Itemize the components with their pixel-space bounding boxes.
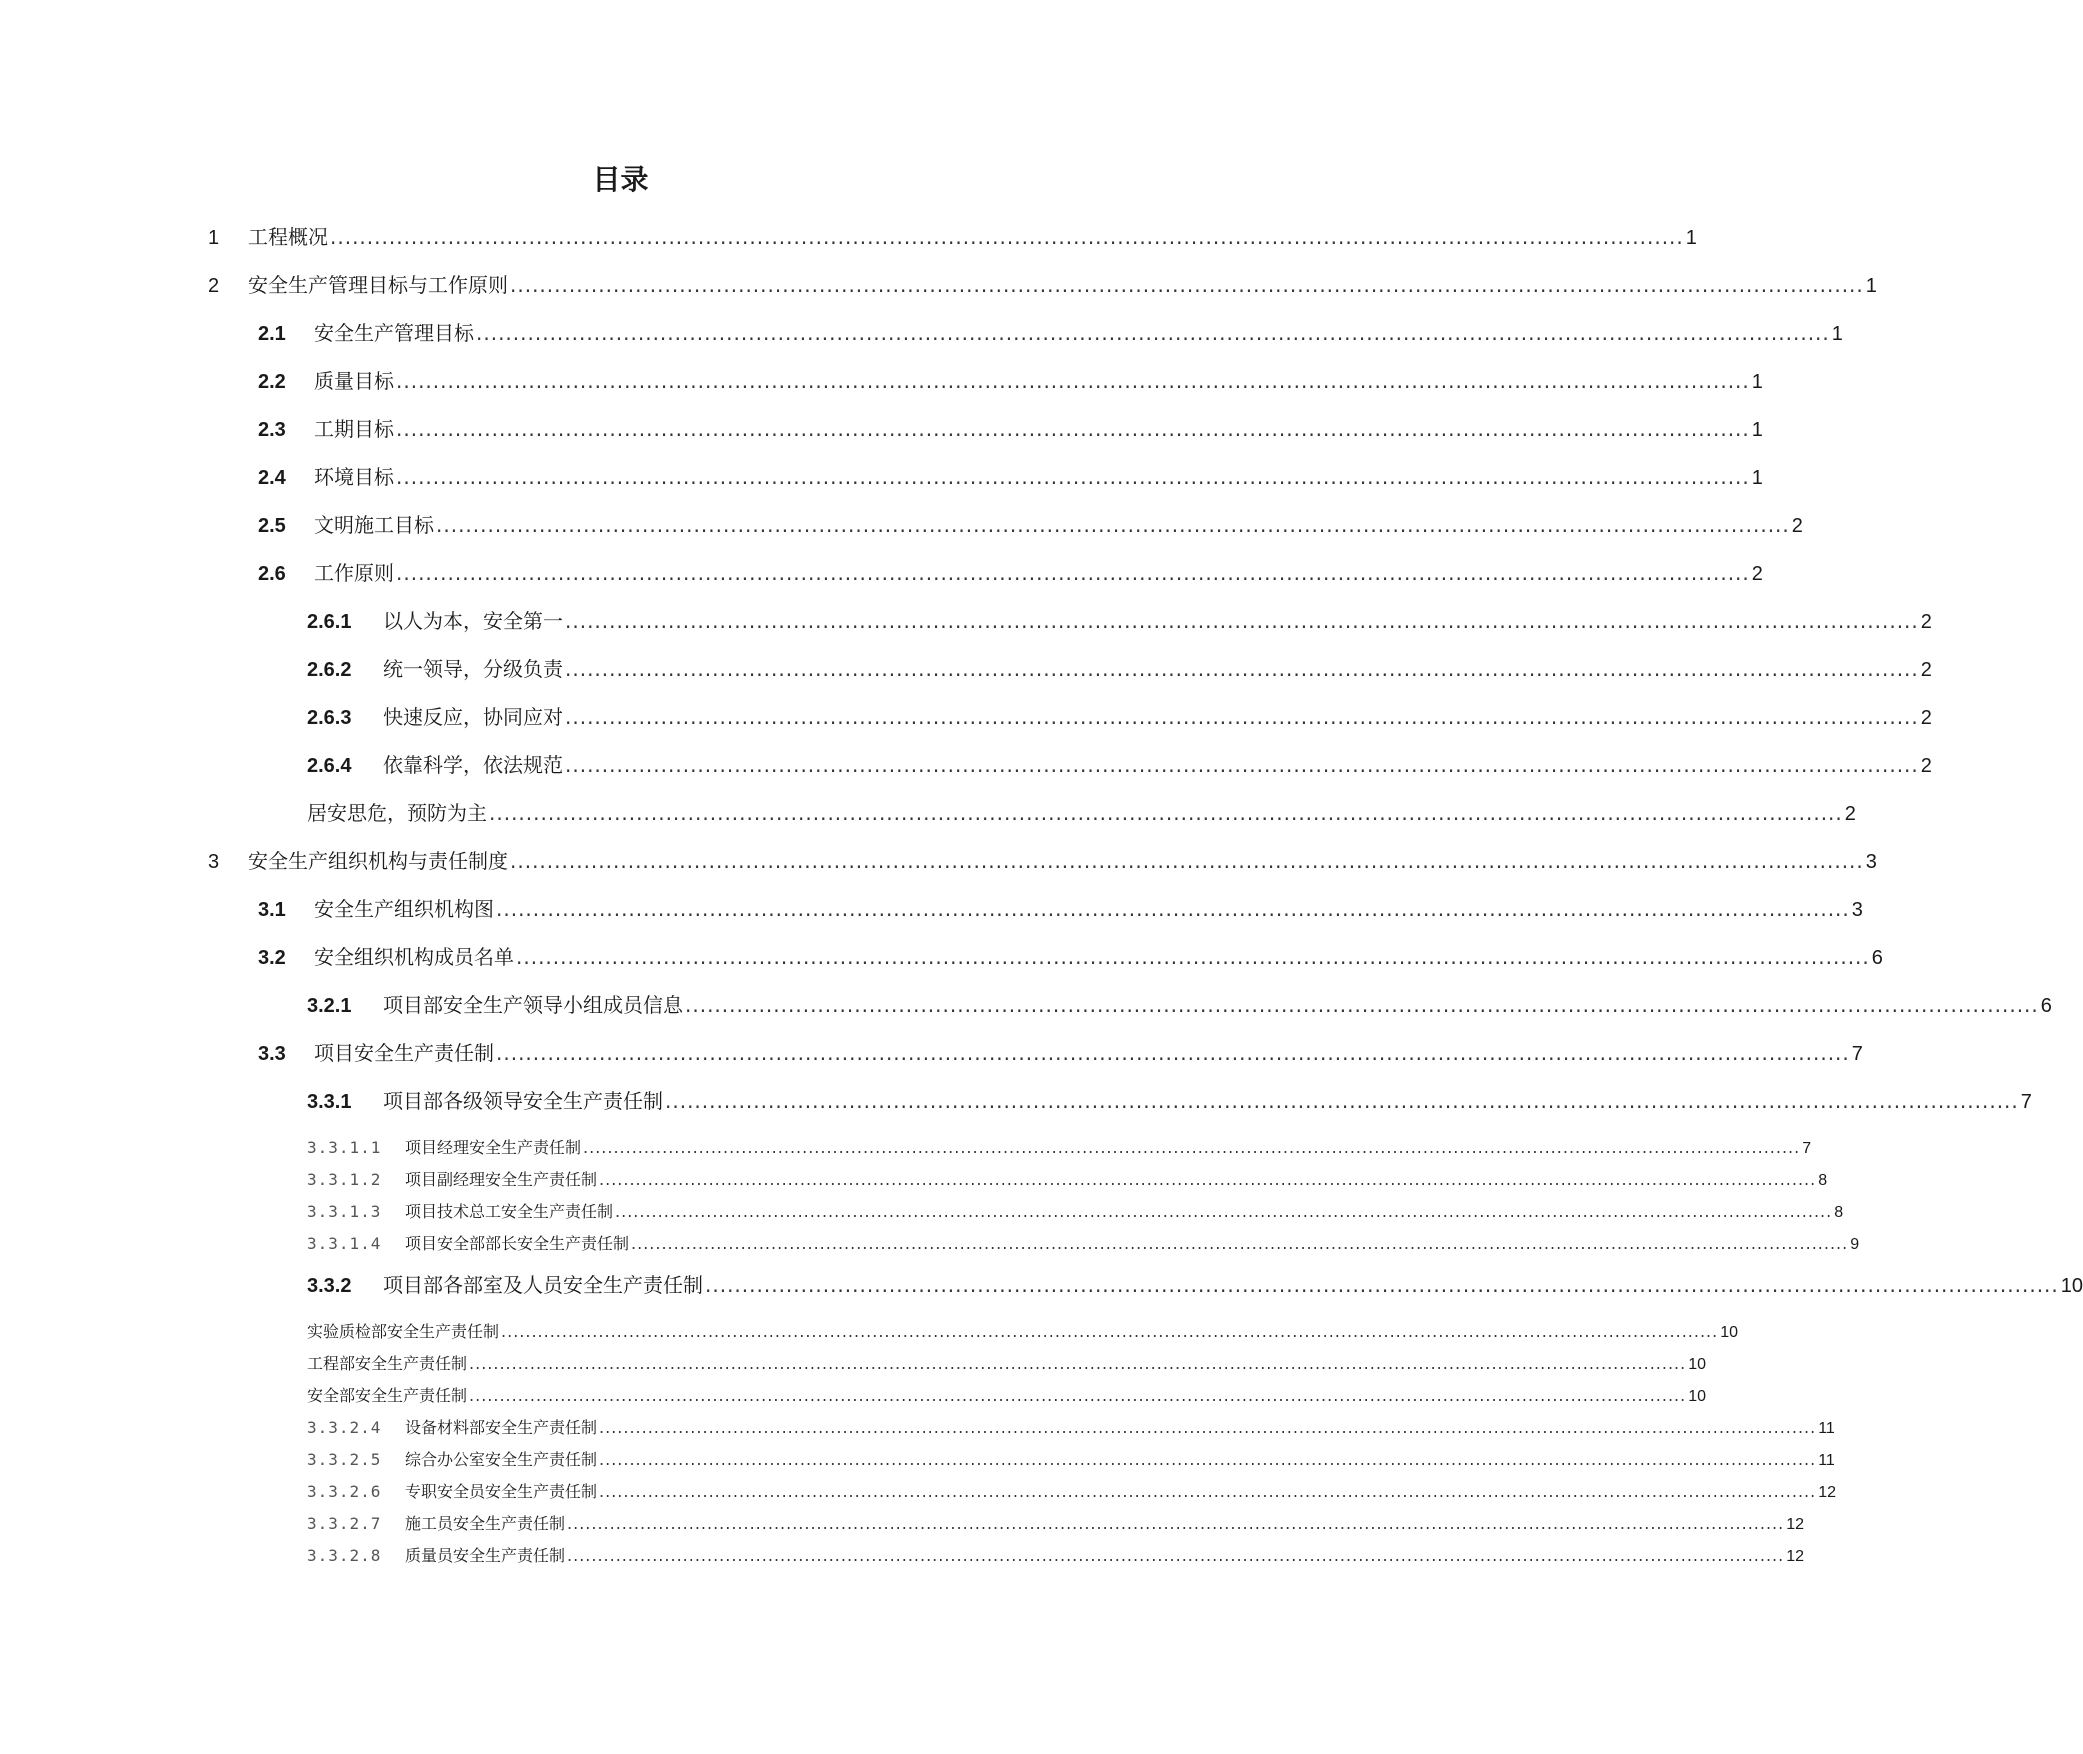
toc-entry-text: 安全生产管理目标 (314, 321, 474, 345)
toc-leader: ........................................................................................................................................................................................................ (567, 1514, 1785, 1533)
toc-entry[interactable] (307, 1480, 1836, 1504)
toc-entry-text: 安全组织机构成员名单 (314, 945, 514, 969)
toc-title: 目录 (592, 163, 649, 196)
toc-entry[interactable] (208, 270, 1877, 300)
toc-leader: ........................................................................................................................................................................................ (565, 657, 1919, 681)
toc-entry-page: 1 (1751, 371, 1763, 393)
toc-entry-text: 快速反应，协同应对 (383, 705, 563, 729)
toc-entry[interactable] (307, 1416, 1835, 1440)
toc-leader: ........................................................................................................................................................................................ (516, 945, 1870, 969)
toc-entry[interactable] (208, 222, 1697, 252)
toc-entry-page: 11 (1818, 1452, 1835, 1469)
toc-entry[interactable] (307, 1136, 1812, 1160)
toc-leader: ........................................................................................................................................................................................ (510, 273, 1864, 297)
toc-leader: ........................................................................................................................................................................................ (436, 513, 1790, 537)
toc-entry-number: 2.1 (258, 323, 286, 345)
toc-leader: ........................................................................................................................................................................................................ (615, 1202, 1833, 1221)
toc-entry[interactable] (307, 750, 1932, 780)
toc-leader: ........................................................................................................................................................................................ (496, 1041, 1850, 1065)
toc-entry-text: 居安思危，预防为主 (307, 801, 487, 825)
toc-entry-number: 3.3.1.2 (307, 1170, 382, 1189)
toc-entry[interactable] (307, 1320, 1738, 1344)
toc-entry-text: 工程概况 (248, 225, 328, 249)
toc-entry-text: 项目经理安全生产责任制 (405, 1138, 582, 1157)
toc-entry[interactable] (307, 1168, 1828, 1192)
toc-entry[interactable] (307, 1086, 2032, 1116)
toc-leader: ........................................................................................................................................................................................ (396, 465, 1750, 489)
toc-entry[interactable] (307, 990, 2052, 1020)
toc-entry-text: 项目安全生产责任制 (314, 1041, 494, 1065)
toc-entry-text: 环境目标 (314, 465, 394, 489)
toc-entry[interactable] (307, 1544, 1804, 1568)
toc-entry[interactable] (307, 702, 1932, 732)
toc-leader: ........................................................................................................................................................................................................ (599, 1482, 1817, 1501)
toc-entry-page: 1 (1831, 323, 1843, 345)
toc-entry-page: 11 (1818, 1420, 1835, 1437)
toc-entry-page: 10 (1688, 1356, 1706, 1373)
toc-entry[interactable] (258, 462, 1763, 492)
toc-leader: ........................................................................................................................................................................................................ (599, 1170, 1817, 1189)
toc-entry-page: 10 (1720, 1324, 1738, 1341)
toc-entry[interactable] (258, 510, 1803, 540)
toc-entry-page: 10 (1688, 1388, 1706, 1405)
toc-entry-page: 3 (1851, 899, 1863, 921)
toc-entry-text: 安全生产管理目标与工作原则 (248, 273, 508, 297)
toc-entry-number: 3.3.1.4 (307, 1234, 382, 1253)
toc-leader: ........................................................................................................................................................................................................ (631, 1234, 1849, 1253)
toc-entry-page: 2 (1844, 803, 1856, 825)
toc-entry-number: 2.6.1 (307, 611, 352, 633)
toc-entry-number: 2.2 (258, 371, 286, 393)
toc-entry-page: 7 (2020, 1091, 2032, 1113)
toc-entry[interactable] (258, 558, 1763, 588)
toc-leader: ........................................................................................................................................................................................ (665, 1089, 2019, 1113)
toc-entry-text: 工程部安全生产责任制 (307, 1354, 468, 1373)
toc-entry-text: 工作原则 (314, 561, 394, 585)
toc-entry-page: 9 (1850, 1236, 1860, 1253)
toc-leader: ........................................................................................................................................................................................................ (469, 1354, 1687, 1373)
toc-leader: ........................................................................................................................................................................................................ (599, 1418, 1817, 1437)
toc-leader: ........................................................................................................................................................................................ (565, 753, 1919, 777)
toc-entry-number: 3.3 (258, 1043, 286, 1065)
toc-entry[interactable] (307, 654, 1932, 684)
toc-entry[interactable] (307, 1352, 1706, 1376)
toc-entry-page: 6 (1871, 947, 1883, 969)
toc-entry[interactable] (258, 414, 1763, 444)
toc-entry-text: 统一领导，分级负责 (383, 657, 563, 681)
toc-entry-number: 1 (208, 227, 220, 249)
toc-entry-page: 1 (1751, 467, 1763, 489)
toc-leader: ........................................................................................................................................................................................................ (583, 1138, 1801, 1157)
toc-entry-number: 3.3.2 (307, 1275, 352, 1297)
toc-entry-page: 2 (1791, 515, 1803, 537)
toc-leader: ........................................................................................................................................................................................ (396, 417, 1750, 441)
toc-entry-page: 8 (1834, 1204, 1844, 1221)
toc-entry[interactable] (307, 1270, 2083, 1300)
toc-leader: ........................................................................................................................................................................................ (565, 609, 1919, 633)
toc-entry-text: 安全生产组织机构图 (314, 897, 494, 921)
toc-entry-number: 2.5 (258, 515, 286, 537)
toc-entry-number: 2.6.3 (307, 707, 352, 729)
toc-entry-text: 施工员安全生产责任制 (405, 1514, 566, 1533)
toc-entry-text: 项目部各部室及人员安全生产责任制 (383, 1273, 703, 1297)
toc-entry-number: 2 (208, 275, 220, 297)
toc-entry-page: 2 (1751, 563, 1763, 585)
toc-entry-page: 2 (1920, 611, 1932, 633)
toc-entry-page: 2 (1920, 707, 1932, 729)
toc-entry-text: 文明施工目标 (314, 513, 434, 537)
toc-entry-text: 项目技术总工安全生产责任制 (405, 1202, 614, 1221)
toc-entry-page: 1 (1751, 419, 1763, 441)
toc-entry-number: 3.3.1.1 (307, 1138, 382, 1157)
toc-entry[interactable] (258, 1038, 1863, 1068)
toc-entry-text: 工期目标 (314, 417, 394, 441)
toc-leader: ........................................................................................................................................................................................ (565, 705, 1919, 729)
toc-entry-number: 3.2 (258, 947, 286, 969)
toc-entry-number: 3.3.2.8 (307, 1546, 382, 1565)
toc-leader: ........................................................................................................................................................................................ (510, 849, 1864, 873)
toc-entry[interactable] (258, 894, 1863, 924)
toc-entry[interactable] (258, 942, 1883, 972)
toc-entry-page: 1 (1865, 275, 1877, 297)
toc-entry-page: 12 (1786, 1516, 1804, 1533)
toc-entry-number: 2.6 (258, 563, 286, 585)
toc-entry-text: 安全部安全生产责任制 (307, 1386, 468, 1405)
toc-entry-number: 3.2.1 (307, 995, 352, 1017)
toc-entry[interactable] (208, 846, 1877, 876)
toc-entry-page: 8 (1818, 1172, 1828, 1189)
toc-entry-number: 3.3.1 (307, 1091, 352, 1113)
toc-entry[interactable] (307, 798, 1856, 828)
toc-entry[interactable] (258, 318, 1843, 348)
toc-entry-text: 以人为本，安全第一 (383, 609, 563, 633)
toc-leader: ........................................................................................................................................................................................................ (501, 1322, 1719, 1341)
toc-entry-page: 1 (1685, 227, 1697, 249)
toc-entry-page: 10 (2060, 1275, 2083, 1297)
toc-entry-text: 项目安全部部长安全生产责任制 (405, 1234, 630, 1253)
toc-entry-number: 3.3.2.5 (307, 1450, 382, 1469)
toc-entry[interactable] (307, 1512, 1804, 1536)
toc-entry-number: 3.3.1.3 (307, 1202, 382, 1221)
toc-leader: ........................................................................................................................................................................................ (685, 993, 2039, 1017)
toc-entry-number: 3.3.2.4 (307, 1418, 382, 1437)
toc-entry-number: 2.4 (258, 467, 286, 489)
toc-entry-text: 实验质检部安全生产责任制 (307, 1322, 500, 1341)
toc-entry-page: 7 (1802, 1140, 1812, 1157)
toc-entry-text: 依靠科学，依法规范 (383, 753, 563, 777)
toc-leader: ........................................................................................................................................................................................................ (567, 1546, 1785, 1565)
toc-entry-number: 3 (208, 851, 220, 873)
toc-leader: ........................................................................................................................................................................................................ (469, 1386, 1687, 1405)
toc-leader: ........................................................................................................................................................................................ (396, 369, 1750, 393)
toc-entry-page: 7 (1851, 1043, 1863, 1065)
toc-leader: ........................................................................................................................................................................................ (496, 897, 1850, 921)
toc-entry-number: 2.3 (258, 419, 286, 441)
toc-entry[interactable] (307, 606, 1932, 636)
toc-entry[interactable] (307, 1232, 1860, 1256)
toc-entry-page: 12 (1786, 1548, 1804, 1565)
toc-entry-text: 质量目标 (314, 369, 394, 393)
toc-leader: ........................................................................................................................................................................................ (489, 801, 1843, 825)
toc-entry-page: 2 (1920, 659, 1932, 681)
toc-entry-number: 3.1 (258, 899, 286, 921)
toc-leader: ........................................................................................................................................................................................ (330, 225, 1684, 249)
toc-entry-number: 3.3.2.6 (307, 1482, 382, 1501)
toc-leader: ........................................................................................................................................................................................ (396, 561, 1750, 585)
toc-entry-page: 3 (1865, 851, 1877, 873)
toc-entry-text: 质量员安全生产责任制 (405, 1546, 566, 1565)
toc-entry-number: 2.6.2 (307, 659, 352, 681)
toc-entry[interactable] (307, 1448, 1835, 1472)
toc-entry-number: 3.3.2.7 (307, 1514, 382, 1533)
toc-leader: ........................................................................................................................................................................................ (705, 1273, 2059, 1297)
toc-entry-text: 设备材料部安全生产责任制 (405, 1418, 598, 1437)
toc-entry[interactable] (258, 366, 1763, 396)
toc-entry-number: 2.6.4 (307, 755, 352, 777)
toc-entry[interactable] (307, 1200, 1844, 1224)
toc-entry-text: 安全生产组织机构与责任制度 (248, 849, 508, 873)
toc-entry-page: 2 (1920, 755, 1932, 777)
toc-entry[interactable] (307, 1384, 1706, 1408)
toc-leader: ........................................................................................................................................................................................ (476, 321, 1830, 345)
toc-entry-page: 12 (1818, 1484, 1836, 1501)
toc-leader: ........................................................................................................................................................................................................ (599, 1450, 1817, 1469)
toc-entry-text: 专职安全员安全生产责任制 (405, 1482, 598, 1501)
toc-entry-text: 项目副经理安全生产责任制 (405, 1170, 598, 1189)
toc-entry-text: 综合办公室安全生产责任制 (405, 1450, 598, 1469)
toc-entry-text: 项目部各级领导安全生产责任制 (383, 1089, 663, 1113)
toc-entry-text: 项目部安全生产领导小组成员信息 (383, 993, 683, 1017)
toc-entry-page: 6 (2040, 995, 2052, 1017)
